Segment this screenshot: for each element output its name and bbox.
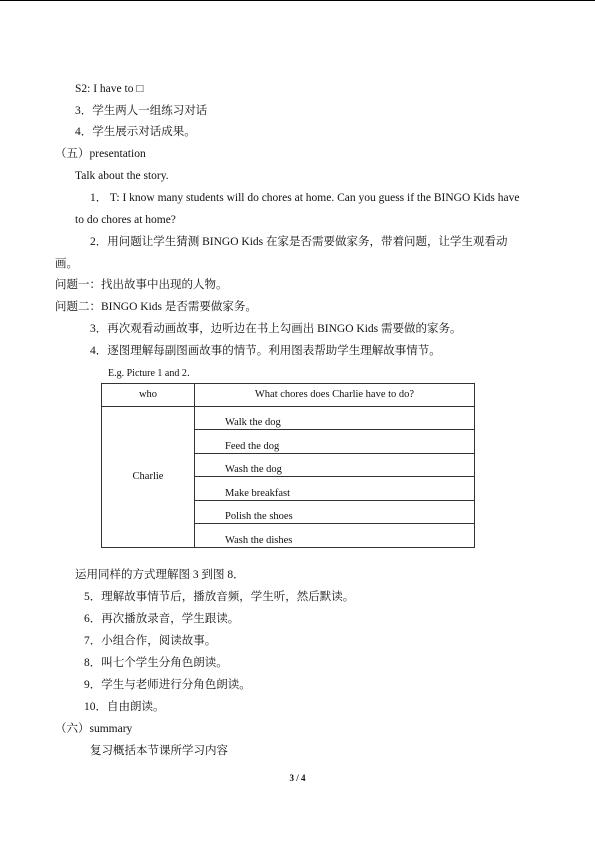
question-1-line-2: to do chores at home? xyxy=(75,214,176,226)
chore-cell: Walk the dog xyxy=(195,406,475,430)
question-one: 问题一：找出故事中出现的人物。 xyxy=(55,279,228,291)
header-who: who xyxy=(102,384,195,407)
same-method-note: 运用同样的方式理解图 3 到图 8． xyxy=(75,569,245,581)
step-6-follow-read: 6．再次播放录音，学生跟读。 xyxy=(84,613,240,625)
step-3-pair-practice: 3．学生两人一组练习对话 xyxy=(75,105,208,117)
step-10-free-read: 10．自由朗读。 xyxy=(84,701,165,713)
chore-cell: Make breakfast xyxy=(195,477,475,501)
section-presentation: （五）presentation xyxy=(55,148,146,160)
step-4-understand-pictures: 4．逐图理解每副图画故事的情节。利用图表帮助学生理解故事情节。 xyxy=(90,345,441,357)
example-label: E.g. Picture 1 and 2． xyxy=(108,368,197,379)
question-1-line-1: 1． T: I know many students will do chores at home. Can you guess if the BINGO Kids have xyxy=(90,192,520,204)
step-9-teacher-role-read: 9．学生与老师进行分角色朗读。 xyxy=(84,679,251,691)
step-2-line-1: 2．用问题让学生猜测 BINGO Kids 在家是否需要做家务，带着问题，让学生观看动 xyxy=(90,236,508,248)
question-two: 问题二：BINGO Kids 是否需要做家务。 xyxy=(55,301,257,313)
header-rule xyxy=(0,0,595,1)
dialog-line-s2: S2: I have to □ xyxy=(75,83,144,95)
step-4-show-dialog: 4．学生展示对话成果。 xyxy=(75,126,196,138)
header-chores-question: What chores does Charlie have to do? xyxy=(195,384,475,407)
step-2-line-2: 画。 xyxy=(55,258,78,270)
chores-table xyxy=(101,383,475,548)
table-row xyxy=(102,406,475,430)
chore-cell: Polish the shoes xyxy=(195,500,475,524)
step-8-role-read: 8．叫七个学生分角色朗读。 xyxy=(84,657,228,669)
page-number: 3 / 4 xyxy=(289,773,306,783)
step-3-watch-again: 3．再次观看动画故事，边听边在书上勾画出 BINGO Kids 需要做的家务。 xyxy=(90,323,462,335)
person-name-cell: Charlie xyxy=(102,406,195,547)
talk-about-story: Talk about the story. xyxy=(75,170,169,182)
chore-cell: Wash the dog xyxy=(195,453,475,477)
step-7-group-read: 7．小组合作，阅读故事。 xyxy=(84,635,217,647)
chore-cell: Feed the dog xyxy=(195,430,475,454)
table-header-row xyxy=(102,384,475,407)
chore-cell: Wash the dishes xyxy=(195,524,475,548)
step-5-listen: 5．理解故事情节后，播放音频，学生听，然后默读。 xyxy=(84,591,355,603)
section-summary: （六）summary xyxy=(55,723,133,735)
summary-review: 复习概括本节课所学习内容 xyxy=(90,745,228,757)
